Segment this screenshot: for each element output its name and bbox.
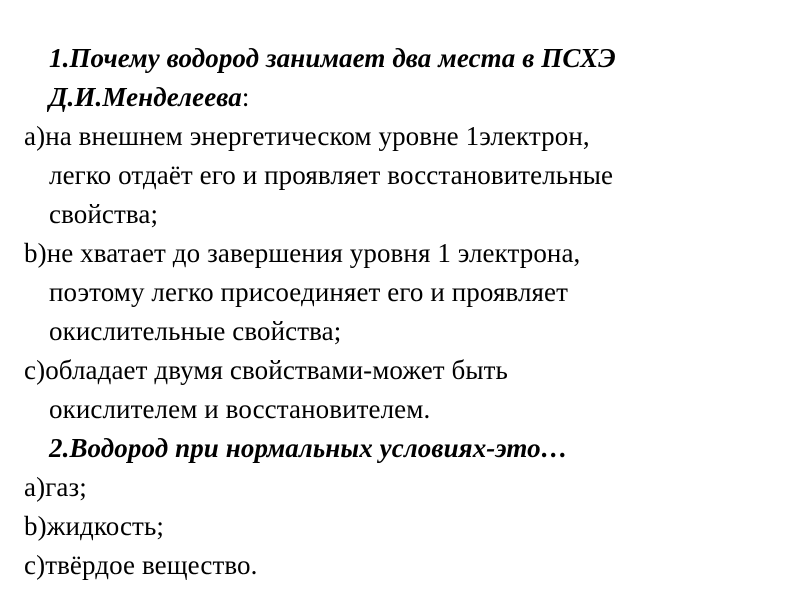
question-1-line-1: 1.Почему водород занимает два места в ПСХЭ xyxy=(49,43,616,73)
q1-option-c-line-2: окислителем и восстановителем. xyxy=(49,394,431,424)
q1-option-a xyxy=(24,120,590,152)
q2-option-a-marker: a) xyxy=(24,472,46,502)
question-2-title xyxy=(49,432,568,464)
q1-option-a-line-2: легко отдаёт его и проявляет восстановительные xyxy=(49,160,614,190)
q2-option-a xyxy=(24,471,87,503)
q1-option-c-continuation xyxy=(49,393,430,425)
q2-option-c xyxy=(24,549,257,581)
q1-option-a-line-3: свойства; xyxy=(49,199,159,229)
question-2-line-1: 2.Водород при нормальных условиях-это… xyxy=(49,433,568,463)
q1-option-c-marker: c) xyxy=(24,355,46,385)
q2-option-b-text: жидкость; xyxy=(46,511,164,541)
q1-option-b-continuation xyxy=(49,276,568,308)
q2-option-c-text: твёрдое вещество. xyxy=(45,550,258,580)
q1-option-b-marker: b) xyxy=(24,238,47,268)
q1-option-a-continuation xyxy=(49,159,613,191)
q1-option-a-marker: a) xyxy=(24,121,46,151)
question-1-title-continued xyxy=(49,81,249,113)
q2-option-a-text: газ; xyxy=(45,472,87,502)
q1-option-b-continuation xyxy=(49,315,341,347)
question-1-title xyxy=(49,42,616,74)
q2-option-b xyxy=(24,510,164,542)
q1-option-b-line-2: поэтому легко присоединяет его и проявляет xyxy=(49,277,569,307)
q2-option-b-marker: b) xyxy=(24,511,47,541)
q1-option-c-line-1: обладает двумя свойствами-может быть xyxy=(45,355,508,385)
q1-option-b xyxy=(24,237,580,269)
q1-option-b-line-3: окислительные свойства; xyxy=(49,316,342,346)
q1-option-c xyxy=(24,354,508,386)
q1-option-a-continuation xyxy=(49,198,158,230)
question-1-colon: : xyxy=(241,82,250,112)
question-1-line-2: Д.И.Менделеева xyxy=(49,82,242,112)
q1-option-b-line-1: не хватает до завершения уровня 1 электрона, xyxy=(46,238,581,268)
q2-option-c-marker: c) xyxy=(24,550,46,580)
q1-option-a-line-1: на внешнем энергетическом уровне 1электрон, xyxy=(45,121,590,151)
